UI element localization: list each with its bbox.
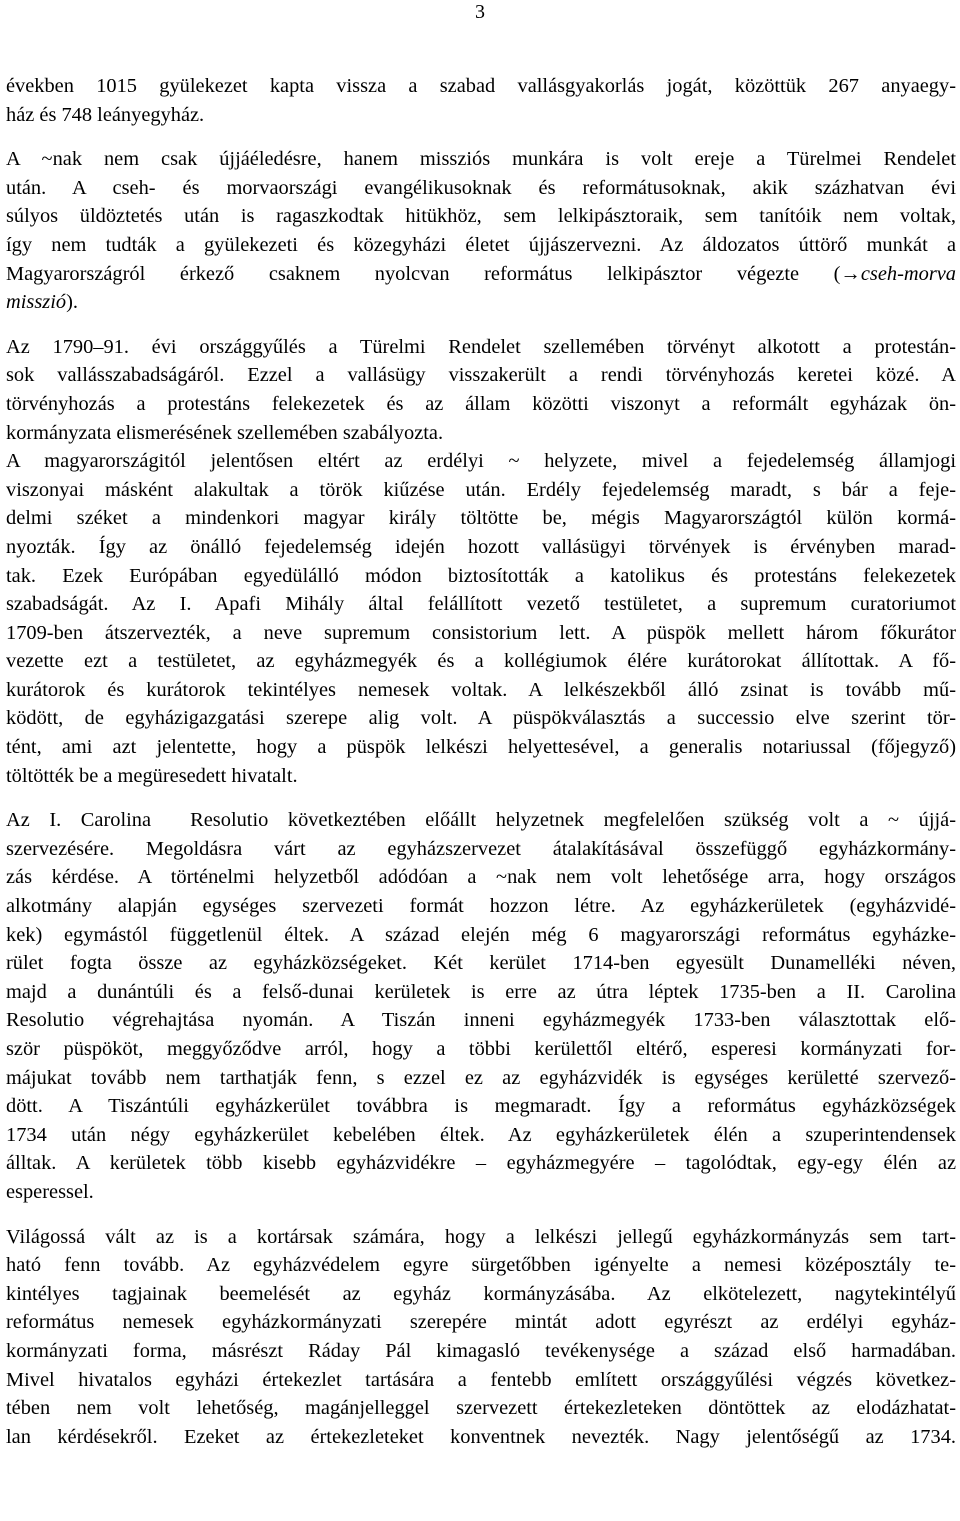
text-line: delmi széket a mindenkori magyar király töltötte be, mégis Magyarországtól külön kormá- — [6, 507, 956, 530]
text-line: években 1015 gyülekezet kapta vissza a szabad vallásgyakorlás jogát, közöttük 267 anyaegy- — [6, 75, 956, 97]
text-line: tében nem volt lehetőség, magánjelleggel szervezett értekezleteken döntöttek az elodázhatat- — [6, 1397, 956, 1420]
text-line: töltötték be a megüresedett hivatalt. — [6, 764, 298, 787]
text-line: kek) egymástól függetlenül éltek. A század elején még 6 magyarországi református egyházke- — [6, 923, 956, 946]
text-line: lan kérdésekről. Ezeket az értekezleteket konventnek nevezték. Nagy jelentőségű az 1734. — [6, 1425, 956, 1448]
paragraph-1 — [6, 72, 956, 129]
text-line: sok vallásszabadságáról. Ezzel a vallásügy visszakerült a rendi törvényhozás keretei közé. A — [6, 364, 956, 387]
cross-reference-link-end[interactable]: misszió — [6, 291, 67, 314]
text-line: kintélyes tagjainak beemelését az egyház kormányzásába. Az elkötelezett, nagytekintélyű — [6, 1282, 956, 1305]
text-line: A ~nak nem csak újjáéledésre, hanem missziós munkára is volt ereje a Türelmei Rendelet — [6, 148, 956, 171]
text-line: tak. Ezek Európában egyedülálló módon biztosították a katolikus és protestáns felekezetek — [6, 564, 956, 587]
text-line: szabadságát. Az I. Apafi Mihály által felállított vezető testületet, a supremum curatoriumot — [6, 593, 956, 616]
text-line: ször püspököt, meggyőződve arról, hogy a többi kerülettől eltérő, esperesi kormányzati for- — [6, 1038, 956, 1060]
text-line: A magyarországitól jelentősen eltért az erdélyi ~ helyzete, mivel a fejedelemség államjogi — [6, 450, 956, 473]
text-line: Mivel hivatalos egyházi értekezlet tartására a fentebb említett országgyűlési végzés következ- — [6, 1368, 956, 1391]
text-line: tént, ami azt jelentette, hogy a püspök lelkészi helyettesével, a generalis notariussal (főjegyző) — [6, 736, 956, 759]
text-line: után. A cseh- és morvaországi evangélikusoknak és reformátusoknak, akik százhatvan évi — [6, 176, 956, 199]
text-line — [6, 288, 956, 317]
text-line: nyozták. Így az önálló fejedelemség idején hozott vallásügyi törvények is érvényben marad- — [6, 535, 956, 558]
text-segment: Magyarországról érkező csaknem nyolcvan református lelkipásztor végezte ( — [6, 262, 841, 285]
text-line: dött. A Tiszántúli egyházkerület továbbra is megmaradt. Így a református egyházközségek — [6, 1095, 956, 1118]
text-line: így nem tudták a gyülekezeti és közegyházi életet újjászervezni. Az áldozatos úttörő munkát a — [6, 233, 956, 256]
text-line: esperessel. — [6, 1180, 94, 1203]
text-line: kurátorok és kurátorok tekintélyes nemesek voltak. A lelkészekből álló zsinat is tovább mű- — [6, 678, 956, 701]
text-line: zás kérdése. A történelmi helyzetből adódóan a ~nak nem volt lehetősége arra, hogy országos — [6, 866, 956, 889]
paragraph-5 — [6, 1223, 956, 1452]
text-line: alkotmány alapján egységes szervezeti formát hozzon létre. Az egyházkerületek (egyházvidé- — [6, 895, 956, 918]
text-line: szervezésére. Megoldásra várt az egyházszervezet átalakításával összefüggő egyházkormány- — [6, 837, 956, 860]
text-line: majd a dunántúli és a felső-dunai kerületek is erre az útra léptek 1735-ben a II. Carolina — [6, 980, 956, 1003]
text-line: ködött, de egyházigazgatási szerepe alig volt. A püspökválasztás a successio elve szerint tör- — [6, 707, 956, 730]
text-line: álltak. A kerületek több kisebb egyházvidékre – egyházmegyére – tagolódtak, egy-egy élén az — [6, 1152, 956, 1175]
text-line: ható fenn tovább. Az egyházvédelem egyre sürgetőbben igényelte a nemesi középosztály te- — [6, 1254, 956, 1277]
text-segment: ). — [66, 291, 78, 314]
text-line: 1709-ben átszervezték, a neve supremum consistorium lett. A püspök mellett három főkurátor — [6, 621, 956, 644]
cross-reference-link[interactable]: →cseh-morva — [840, 262, 956, 285]
text-line: Resolutio végrehajtása nyomán. A Tiszán inneni egyházmegyék 1733-ben választottak elő- — [6, 1009, 956, 1032]
document-body — [6, 72, 956, 1451]
text-line: vezette ezt a testületet, az egyházmegyék és a kollégiumok élére kurátorokat állítottak. A fő- — [6, 650, 956, 673]
text-line: kormányzata elismerésének szellemében szabályozta. — [6, 421, 444, 444]
text-line: súlyos üldöztetés után is ragaszkodtak hitükhöz, sem lelkipásztoraik, sem tanítóik nem voltak, — [6, 205, 956, 228]
text-line — [6, 260, 956, 289]
paragraph-4 — [6, 806, 956, 1206]
text-line: törvényhozás a protestáns felekezetek és az állam közötti viszonyt a reformált egyházak ön- — [6, 392, 956, 415]
text-line: kormányzati forma, másrészt Ráday Pál kimagasló tevékenysége a század első harmadában. — [6, 1339, 956, 1362]
text-line: viszonyai másként alakultak a török kiűzése után. Erdély fejedelemség maradt, s bár a feje- — [6, 478, 956, 501]
paragraph-2 — [6, 145, 956, 317]
text-line: Világossá vált az is a kortársak számára, hogy a lelkészi jellegű egyházkormányzás sem tart- — [6, 1225, 956, 1248]
text-line: rület fogta össze az egyházközségeket. Két kerület 1714-ben egyesült Dunamelléki néven, — [6, 952, 956, 975]
paragraph-3 — [6, 333, 956, 791]
text-line: májukat tovább nem tarthatják fenn, s ezzel ez az egyházvidék is egységes kerületté szervező- — [6, 1066, 956, 1089]
page-number: 3 — [475, 1, 485, 23]
text-line: Az 1790–91. évi országgyűlés a Türelmi Rendelet szellemében törvényt alkotott a protestán- — [6, 335, 956, 358]
text-line: ház és 748 leányegyház. — [6, 103, 205, 126]
text-line: Az I. Carolina Resolutio következtében előállt helyzetnek megfelelően szükség volt a ~ újjá- — [6, 809, 956, 832]
text-line: 1734 után négy egyházkerület kebelében éltek. Az egyházkerületek élén a szuperintendensek — [6, 1123, 956, 1146]
text-line: református nemesek egyházkormányzati szerepére mintát adott egyrészt az erdélyi egyház- — [6, 1311, 956, 1334]
